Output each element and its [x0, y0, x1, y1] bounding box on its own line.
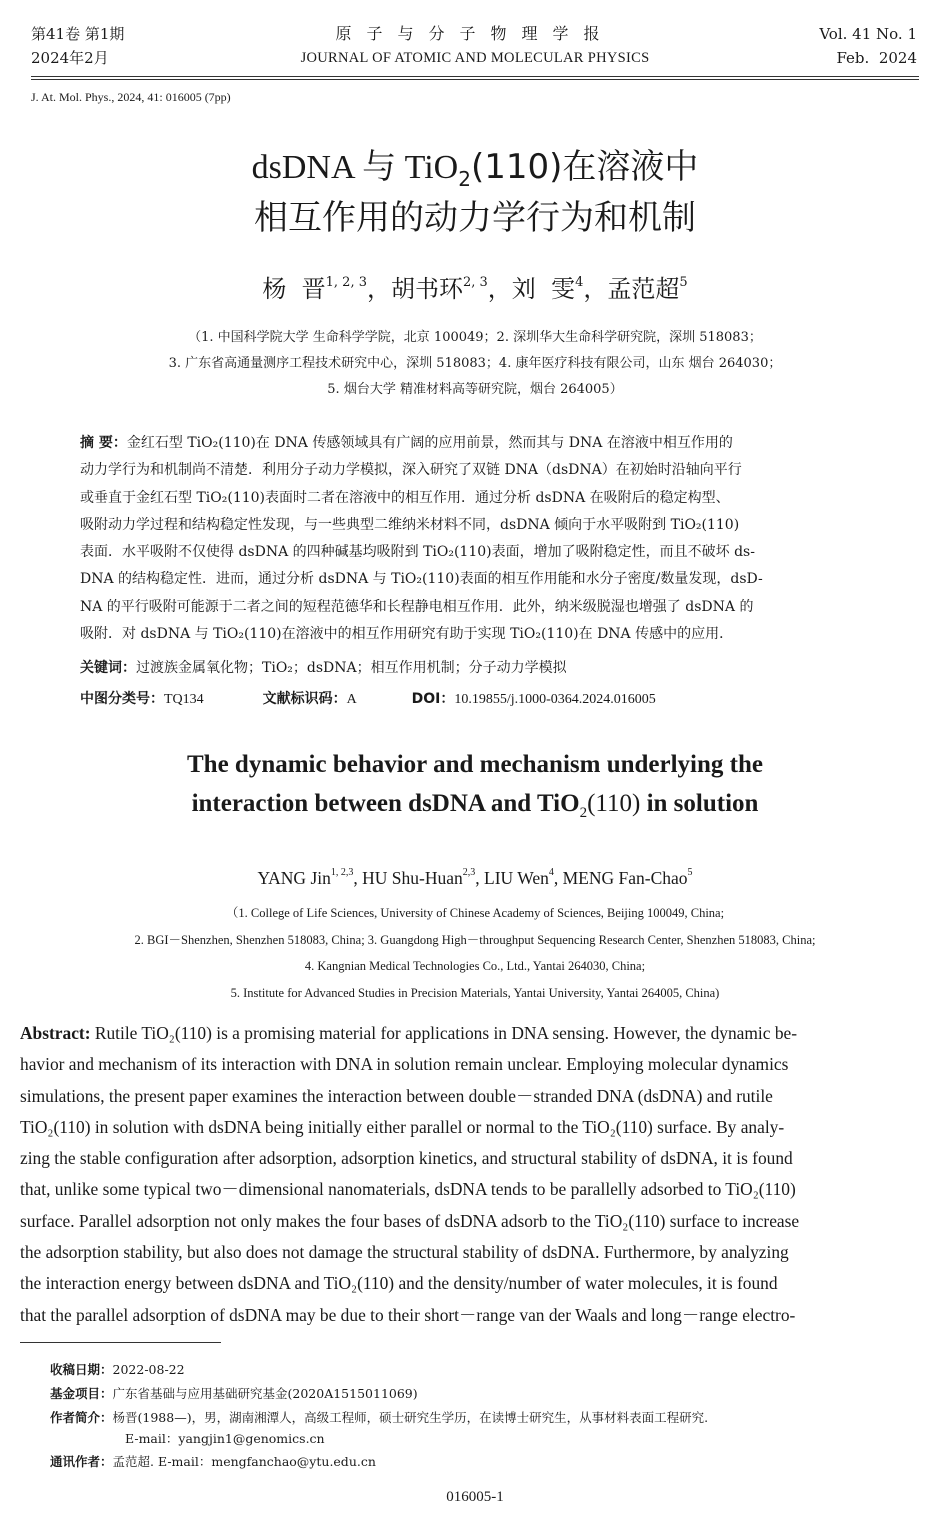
- authors-en: [0, 860, 950, 891]
- header-right: [819, 22, 917, 70]
- footnote-corresponding: 通讯作者：孟范超. E-mail：mengfanchao@ytu.edu.cn: [50, 1454, 376, 1469]
- journal-name: [0, 22, 950, 70]
- volume-issue-cn: 第41卷 第1期: [31, 25, 125, 43]
- author-name: HU Shu-Huan: [362, 868, 463, 888]
- author-affiliation-mark: 2,3: [462, 867, 476, 878]
- author-name: 刘 雯: [511, 275, 576, 303]
- journal-name-cn: 原子与分子物理学报: [335, 24, 615, 43]
- abstract-cn-line: DNA 的结构稳定性．进而，通过分析 dsDNA 与 TiO₂(110)表面的相互作用能和水分子密度/数量发现，dsD-: [80, 571, 763, 588]
- abstract-cn-line: 动力学行为和机制尚不清楚．利用分子动力学模拟，深入研究了双链 DNA（dsDNA）在初始时沿轴向平行: [80, 462, 742, 479]
- doc-code-value: A: [346, 692, 357, 707]
- title-en: [0, 745, 950, 823]
- clc-label: 中图分类号：: [80, 691, 164, 707]
- journal-name-en: JOURNAL OF ATOMIC AND MOLECULAR PHYSICS: [300, 50, 650, 66]
- abstract-cn-line: 金红石型 TiO₂(110)在 DNA 传感领域具有广阔的应用前景，然而其与 DNA 在溶液中相互作用的: [126, 435, 733, 451]
- citation: J. At. Mol. Phys., 2024, 41: 016005 (7pp): [31, 90, 231, 104]
- abstract-en-line: TiO₂(110) in solution with dsDNA being initially either parallel or normal to the TiO₂(110) surface. By analy-: [20, 1116, 785, 1137]
- affiliation-cn-line: （1. 中国科学院大学 生命科学学院，北京 100049；2. 深圳华大生命科学研究院，深圳 518083；: [188, 330, 762, 345]
- abstract-en-line: surface. Parallel adsorption not only makes the four bases of dsDNA adsorb to the TiO₂(110) surface to increase: [20, 1210, 800, 1231]
- abstract-en-line: that, unlike some typical two－dimensional nanomaterials, dsDNA tends to be parallelly adsorbed to TiO₂(110): [20, 1179, 796, 1200]
- title-en-line2: interaction between dsDNA and TiO$_2$(110) in solution: [191, 790, 759, 821]
- keywords-cn: [80, 655, 567, 682]
- abstract-en-line: havior and mechanism of its interaction with DNA in solution remain unclear. Employing molecular dynamics: [20, 1054, 789, 1075]
- authors-cn: [0, 266, 950, 306]
- keywords-label: 关键词：: [80, 660, 136, 676]
- abstract-cn-line: 吸附动力学过程和结构稳定性发现，与一些典型二维纳米材料不同，dsDNA 倾向于水平吸附到 TiO₂(110): [80, 516, 740, 533]
- affiliation-en-line: 4. Kangnian Medical Technologies Co., Ltd., Yantai 264030, China;: [304, 959, 646, 973]
- author-affiliation-mark: 1, 2, 3: [325, 275, 367, 290]
- affiliation-cn-line: 5. 烟台大学 精准材料高等研究院，烟台 264005）: [327, 382, 623, 397]
- author-affiliation-mark: 4: [548, 867, 554, 878]
- affiliation-en-line: （1. College of Life Sciences, University of Chinese Academy of Sciences, Beijing 100049, China;: [225, 906, 725, 920]
- author-name: 杨 晋: [262, 275, 326, 303]
- clc-value: TQ134: [164, 692, 204, 707]
- author-separator: ，: [487, 275, 512, 303]
- page-number: 016005-1: [446, 1489, 504, 1505]
- author-separator: ,: [475, 868, 484, 888]
- author-name: LIU Wen: [484, 868, 549, 888]
- abstract-cn-line: NA 的平行吸附可能源于二者之间的短程范德华和长程静电相互作用．此外，纳米级脱湿也增强了 dsDNA 的: [80, 598, 754, 615]
- author-affiliation-mark: 5: [679, 275, 688, 290]
- author-name: YANG Jin: [257, 868, 331, 888]
- author-separator: ,: [553, 868, 563, 888]
- abstract-cn: [80, 430, 870, 648]
- affiliation-cn-line: 3. 广东省高通量测序工程技术研究中心，深圳 518083；4. 康年医疗科技有限公司，山东 烟台 264030；: [168, 356, 782, 371]
- abstract-en-line: zing the stable configuration after adsorption, adsorption kinetics, and structural stability of dsDNA, it is found: [20, 1148, 793, 1169]
- abstract-cn-line: 吸附．对 dsDNA 与 TiO₂(110)在溶液中的相互作用研究有助于实现 TiO₂(110)在 DNA 传感中的应用．: [80, 626, 734, 643]
- header-rule: [31, 76, 919, 77]
- volume-issue-en: Vol. 41 No. 1: [819, 25, 917, 43]
- abstract-en-line: that the parallel adsorption of dsDNA may be due to their short－range van der Waals and long－range electro-: [20, 1304, 796, 1325]
- affiliation-en-line: 5. Institute for Advanced Studies in Precision Materials, Yantai University, Yantai 264005, China): [230, 985, 720, 1000]
- classification: [80, 686, 880, 713]
- footnote-rule: [20, 1342, 221, 1343]
- keywords-value: 过渡族金属氧化物；TiO₂；dsDNA；相互作用机制；分子动力学模拟: [136, 660, 567, 676]
- abstract-en-line: the interaction energy between dsDNA and TiO₂(110) and the density/number of water molecules, it is found: [20, 1273, 778, 1294]
- abstract-en-line: simulations, the present paper examines the interaction between double－stranded DNA (dsDNA) and rutile: [20, 1085, 773, 1106]
- abstract-en: [20, 1018, 931, 1331]
- doc-code-label: 文献标识码：: [262, 691, 347, 707]
- footnote-received: 收稿日期：2022-08-22: [50, 1362, 185, 1377]
- author-name: 胡书环: [390, 275, 463, 303]
- author-affiliation-mark: 5: [687, 867, 693, 878]
- doi-value: 10.19855/j.1000-0364.2024.016005: [454, 692, 656, 707]
- doi-label: DOI：: [411, 691, 455, 707]
- title-en-line1: The dynamic behavior and mechanism underlying the: [186, 751, 763, 778]
- author-affiliation-mark: 2, 3: [462, 275, 488, 290]
- author-affiliation-mark: 1, 2,3: [330, 867, 354, 878]
- author-affiliation-mark: 4: [575, 275, 584, 290]
- author-separator: ，: [366, 275, 391, 303]
- date-en: Feb. 2024: [836, 49, 917, 67]
- abstract-en-line: the adsorption stability, but also does not damage the structural stability of dsDNA. Furthermore, by analyzing: [20, 1242, 789, 1263]
- author-separator: ,: [353, 868, 363, 888]
- footnote-bio-email: E-mail：yangjin1@genomics.cn: [125, 1431, 325, 1446]
- abstract-cn-line: 表面．水平吸附不仅使得 dsDNA 的四种碱基均吸附到 TiO₂(110)表面，增加了吸附稳定性，而且不破坏 ds-: [80, 544, 755, 561]
- abstract-en-label: Abstract:: [20, 1023, 91, 1043]
- author-separator: ，: [583, 275, 608, 303]
- title-cn-line2: 相互作用的动力学行为和机制: [254, 198, 696, 238]
- abstract-en-line: Rutile TiO₂(110) is a promising material for applications in DNA sensing. However, the dynamic be-: [90, 1023, 798, 1043]
- header-rule-2: [31, 79, 919, 80]
- abstract-cn-label: 摘 要：: [80, 435, 127, 451]
- footnote-bio: 作者简介：杨晋(1988—)，男，湖南湘潭人，高级工程师，硕士研究生学历，在读博士研究生，从事材料表面工程研究.: [50, 1410, 709, 1425]
- footnote-fund: 基金项目：广东省基础与应用基础研究基金(2020A1515011069): [50, 1386, 418, 1401]
- date-cn: 2024年2月: [31, 49, 109, 67]
- author-name: MENG Fan-Chao: [562, 868, 688, 888]
- author-name: 孟范超: [607, 275, 680, 303]
- affiliation-en-line: 2. BGI－Shenzhen, Shenzhen 518083, China; 3. Guangdong High－throughput Sequencing Research Center, Shenzhen 518083, China;: [134, 932, 816, 947]
- title-cn-line1: dsDNA 与 TiO$_2$(110)在溶液中: [251, 147, 699, 191]
- abstract-cn-line: 或垂直于金红石型 TiO₂(110)表面时二者在溶液中的相互作用．通过分析 dsDNA 在吸附后的稳定构型、: [80, 489, 730, 506]
